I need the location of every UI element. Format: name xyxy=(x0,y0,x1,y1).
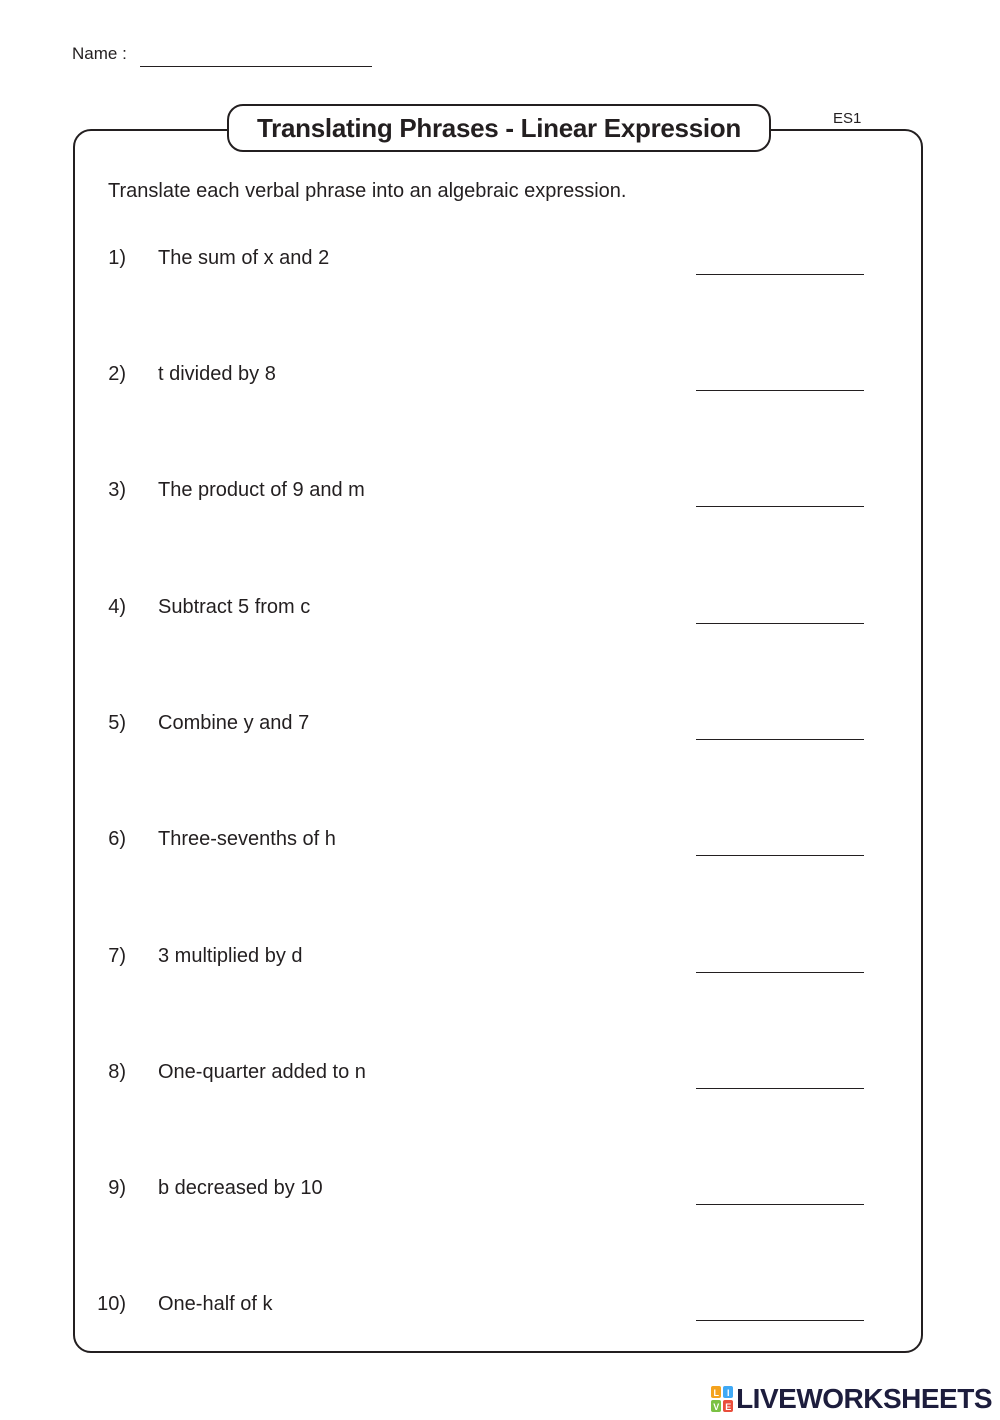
question-item xyxy=(0,247,1000,277)
question-item xyxy=(0,828,1000,858)
question-item xyxy=(0,1177,1000,1207)
answer-blank[interactable] xyxy=(696,390,864,391)
answer-blank[interactable] xyxy=(696,972,864,973)
question-number: 3) xyxy=(108,479,126,501)
svg-text:L: L xyxy=(713,1388,719,1398)
question-number: 10) xyxy=(97,1293,126,1315)
question-phrase: 3 multiplied by d xyxy=(158,945,303,967)
answer-blank[interactable] xyxy=(696,739,864,740)
question-item xyxy=(0,712,1000,742)
question-number: 4) xyxy=(108,596,126,618)
question-phrase: Three-sevenths of h xyxy=(158,828,336,850)
question-phrase: The sum of x and 2 xyxy=(158,247,330,269)
question-phrase: Subtract 5 from c xyxy=(158,596,311,618)
question-phrase: Combine y and 7 xyxy=(158,712,310,734)
svg-text:E: E xyxy=(725,1402,731,1412)
question-item xyxy=(0,1293,1000,1323)
question-item xyxy=(0,596,1000,626)
question-number: 1) xyxy=(108,247,126,269)
liveworksheets-brand xyxy=(710,1383,992,1415)
liveworksheets-logo-icon xyxy=(710,1385,734,1413)
worksheet-title xyxy=(227,104,771,152)
worksheet-title-text: Translating Phrases - Linear Expression xyxy=(257,112,741,143)
worksheet-code: ES1 xyxy=(833,110,862,127)
question-number: 5) xyxy=(108,712,126,734)
answer-blank[interactable] xyxy=(696,623,864,624)
question-phrase: One-quarter added to n xyxy=(158,1061,366,1083)
question-number: 6) xyxy=(108,828,126,850)
answer-blank[interactable] xyxy=(696,1088,864,1089)
name-label: Name : xyxy=(72,44,127,63)
question-item xyxy=(0,479,1000,509)
answer-blank[interactable] xyxy=(696,1320,864,1321)
question-number: 9) xyxy=(108,1177,126,1199)
instruction-text: Translate each verbal phrase into an algebraic expression. xyxy=(108,180,627,202)
answer-blank[interactable] xyxy=(696,506,864,507)
svg-text:I: I xyxy=(727,1388,730,1398)
question-number: 2) xyxy=(108,363,126,385)
answer-blank[interactable] xyxy=(696,274,864,275)
question-item xyxy=(0,363,1000,393)
question-item xyxy=(0,945,1000,975)
answer-blank[interactable] xyxy=(696,855,864,856)
question-number: 8) xyxy=(108,1061,126,1083)
svg-text:V: V xyxy=(713,1402,719,1412)
question-item xyxy=(0,1061,1000,1091)
question-number: 7) xyxy=(108,945,126,967)
brand-name: LIVEWORKSHEETS xyxy=(736,1383,992,1414)
question-phrase: One-half of k xyxy=(158,1293,273,1315)
question-phrase: The product of 9 and m xyxy=(158,479,365,501)
question-phrase: t divided by 8 xyxy=(158,363,276,385)
question-phrase: b decreased by 10 xyxy=(158,1177,323,1199)
name-field[interactable] xyxy=(140,66,372,67)
answer-blank[interactable] xyxy=(696,1204,864,1205)
